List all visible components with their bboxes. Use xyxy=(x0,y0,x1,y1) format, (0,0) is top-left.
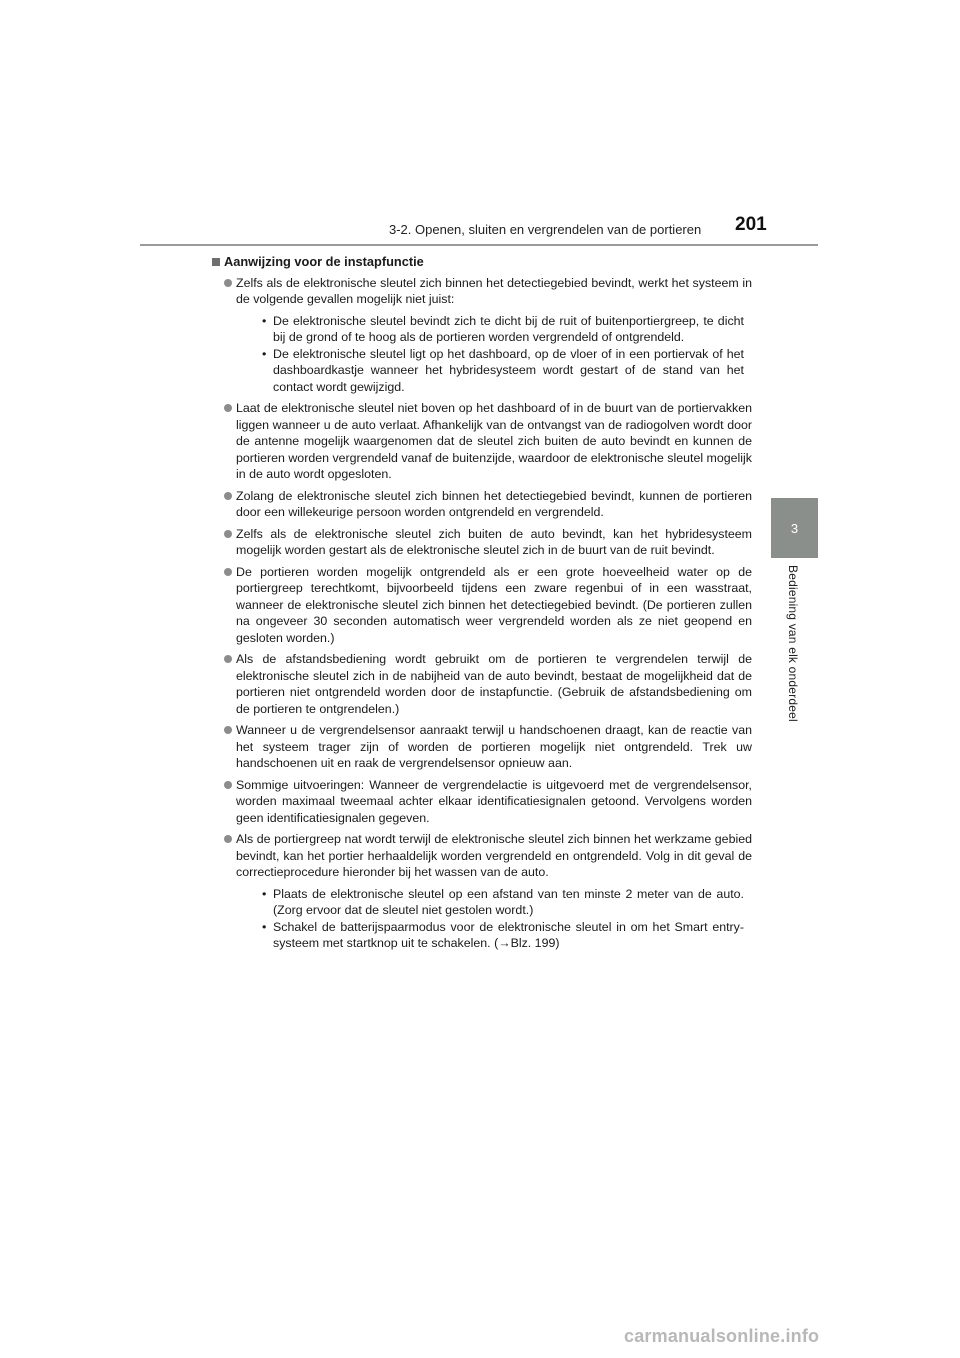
list-item-text: Zelfs als de elektronische sleutel zich binnen het detectiegebied bevindt, werkt het systeem in de volgende gevallen mogelijk niet juist: xyxy=(236,275,752,306)
sub-item xyxy=(236,313,752,346)
list-item-text: De portieren worden mogelijk ontgrendeld als er een grote hoeveelheid water op de portiergreep terechtkomt, bijvoorbeeld tijdens een zware regenbui of in een wasstraat, wanneer de elektronische sleutel zich binnen het detectiegebied bevindt. (De portieren zullen na ongeveer 30 seconden automatisch weer vergrendeld worden als ze niet geopend en gesloten worden.) xyxy=(236,564,752,645)
sub-item-text: Schakel de batterijspaarmodus voor de elektronische sleutel in om het Smart entry-systeem met startknop uit te schakelen. (→Blz. 199) xyxy=(273,919,744,950)
list-item-text: Wanneer u de vergrendelsensor aanraakt terwijl u handschoenen draagt, kan de reactie van het systeem trager zijn of worden de portieren mogelijk niet ontgrendeld. Trek uw handschoenen uit en raak de vergrendelsensor opnieuw aan. xyxy=(236,723,752,770)
list-item-text: Als de portiergreep nat wordt terwijl de elektronische sleutel zich binnen het werkzame gebied bevindt, kan het portier herhaaldelijk worden vergrendeld en ontgrendeld. Volg in dit geval de correctieprocedure hieronder bij het wassen van de auto. xyxy=(236,832,752,879)
list-item xyxy=(212,275,752,396)
circle-bullet-icon xyxy=(224,492,232,500)
list-item-text: Zelfs als de elektronische sleutel zich buiten de auto bevindt, kan het hybridesysteem mogelijk worden gestart als de elektronische sleutel zich in de buurt van de ruit bevindt. xyxy=(236,526,752,557)
list-item xyxy=(212,651,752,717)
list-item-text: Als de afstandsbediening wordt gebruikt om de portieren te vergrendelen terwijl de elektronische sleutel zich in de nabijheid van de auto bevindt, bestaat de mogelijkheid dat de portieren niet ontgrendeld worden door de instapfunctie. (Gebruik de afstandsbediening om de portieren te ontgrendelen.) xyxy=(236,652,752,716)
circle-bullet-icon xyxy=(224,404,232,412)
list-item xyxy=(212,400,752,483)
sub-item xyxy=(236,886,752,919)
circle-bullet-icon xyxy=(224,781,232,789)
list-item-text: Laat de elektronische sleutel niet boven op het dashboard of in de buurt van de portiervakken liggen wanneer u de auto verlaat. Afhankelijk van de ontvangst van de radiogolven wordt door de antenne mogelijk waargenomen dat de sleutel zich buiten de auto bevindt en kunnen de portieren worden vergrendeld vanaf de buitenzijde, waardoor de elektronische sleutel mogelijk in de auto wordt opgesloten. xyxy=(236,401,752,481)
circle-bullet-icon xyxy=(224,655,232,663)
sub-item-text: De elektronische sleutel ligt op het dashboard, op de vloer of in een portiervak of het dashboardkastje wanneer het hybridesysteem wordt gestart of de stand van het contact wordt gewijzigd. xyxy=(273,346,744,394)
list-item xyxy=(212,777,752,827)
circle-bullet-icon xyxy=(224,835,232,843)
square-bullet-icon xyxy=(212,258,220,266)
list-item-text: Zolang de elektronische sleutel zich binnen het detectiegebied bevindt, kunnen de portieren door een willekeurige persoon worden ontgrendeld en vergrendeld. xyxy=(236,488,752,519)
dot-bullet-icon: • xyxy=(262,886,267,901)
page-number: 201 xyxy=(735,214,767,235)
list-item xyxy=(212,564,752,647)
chapter-number: 3 xyxy=(790,520,799,536)
list-item xyxy=(212,488,752,521)
list-item-text: Sommige uitvoeringen: Wanneer de vergrendelactie is uitgevoerd met de vergrendelsensor, worden maximaal tweemaal achter elkaar identificatiesignalen getoond. Vervolgens worden geen identificatiesignalen gegeven. xyxy=(236,777,752,825)
main-content xyxy=(212,254,752,957)
sub-list xyxy=(236,886,752,952)
sub-list xyxy=(236,313,752,396)
chapter-tab xyxy=(771,498,818,558)
section-title-text: Aanwijzing voor de instapfunctie xyxy=(224,254,424,269)
sub-item xyxy=(236,919,752,952)
header-divider xyxy=(140,244,818,246)
circle-bullet-icon xyxy=(224,726,232,734)
dot-bullet-icon: • xyxy=(262,313,267,328)
chapter-label: Bediening van elk onderdeel xyxy=(786,565,800,722)
watermark: carmanualsonline.info xyxy=(624,1326,820,1346)
sub-item-text: De elektronische sleutel bevindt zich te dicht bij de ruit of buitenportiergreep, te dicht bij de grond of te hoog als de portieren worden vergrendeld of ontgrendeld. xyxy=(273,313,744,344)
sub-item-text: Plaats de elektronische sleutel op een afstand van ten minste 2 meter van de auto. (Zorg ervoor dat de sleutel niet gestolen wordt.) xyxy=(273,886,744,917)
circle-bullet-icon xyxy=(224,279,232,287)
list-item xyxy=(212,831,752,952)
dot-bullet-icon: • xyxy=(262,919,267,934)
circle-bullet-icon xyxy=(224,530,232,538)
list-item xyxy=(212,722,752,772)
list-item xyxy=(212,526,752,559)
running-header: 3-2. Openen, sluiten en vergrendelen van de portieren xyxy=(389,222,702,237)
circle-bullet-icon xyxy=(224,568,232,576)
section-title xyxy=(212,254,752,271)
sub-item xyxy=(236,346,752,396)
dot-bullet-icon: • xyxy=(262,346,267,361)
